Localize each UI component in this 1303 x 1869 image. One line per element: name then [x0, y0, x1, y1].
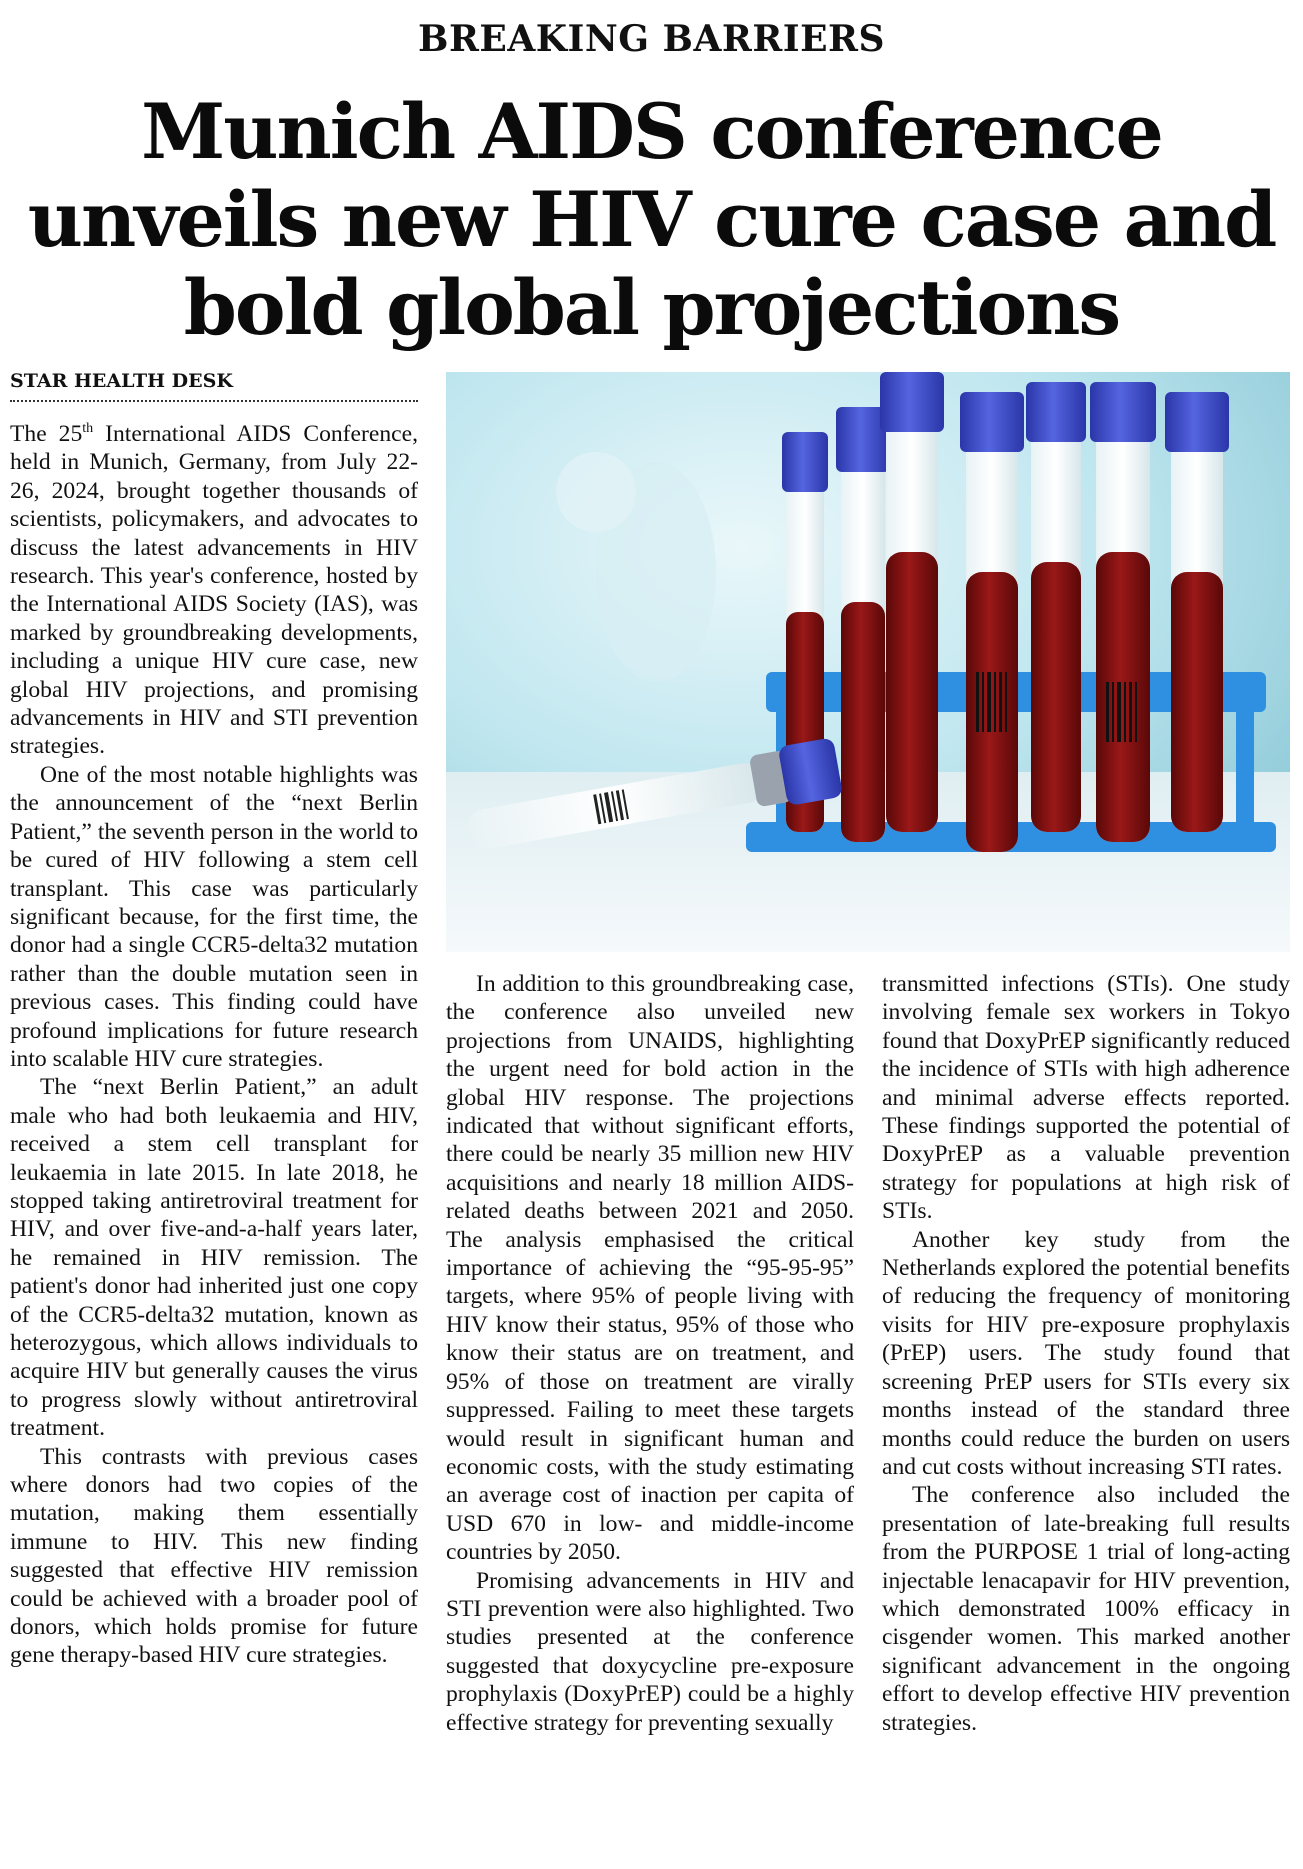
article-photo	[446, 372, 1290, 952]
tube	[1090, 382, 1156, 842]
byline: STAR HEALTH DESK	[10, 370, 418, 402]
article-column-3	[882, 970, 1290, 1860]
tube	[1165, 392, 1229, 832]
article-column-2	[446, 970, 854, 1860]
article-column-1	[10, 420, 418, 1860]
paragraph: One of the most notable highlights was the announcement of the “next Berlin Patient,” the seventh person in the world to be cured of HIV following a stem cell transplant. This case was particularly significant because, for the first time, the donor had a single CCR5-delta32 mutation rather than the double mutation seen in previous cases. This finding could have profound implications for future research into scalable HIV cure strategies.	[10, 761, 418, 1072]
paragraph: The “next Berlin Patient,” an adult male who had both leukaemia and HIV, received a stem cell transplant for leukaemia in late 2015. In late 2018, he stopped taking antiretroviral treatment for HIV, and over five-and-a-half years later, he remained in HIV remission. The patient's donor had inherited just one copy of the CCR5-delta32 mutation, known as heterozygous, which allows individuals to acquire HIV but generally causes the virus to progress slowly without antiretroviral treatment.	[10, 1074, 418, 1442]
paragraph: In addition to this groundbreaking case, the conference also unveiled new projections from UNAIDS, highlighting the urgent need for bold action in the global HIV response. The projections indicated that without significant efforts, there could be nearly 35 million new HIV acquisitions and nearly 18 million AIDS-related deaths between 2021 and 2050. The analysis emphasised the critical importance of achieving the “95-95-95” targets, where 95% of people living with HIV know their status, 95% of those who know their status are on treatment, and 95% of those on treatment are virally suppressed. Failing to meet these targets would result in significant human and economic costs, with the study estimating an average cost of inaction per capita of USD 670 in low- and middle-income countries by 2050.	[446, 971, 854, 1566]
paragraph: Promising advancements in HIV and STI prevention were also highlighted. Two studies presented at the conference suggested that doxycycline pre-exposure prophylaxis (DoxyPrEP) could be a highly effective strategy for preventing sexually	[446, 1567, 854, 1736]
page-title: Munich AIDS conference unveils new HIV cure case and bold global projections	[27, 87, 1276, 352]
paragraph: Another key study from the Netherlands explored the potential benefits of reducing the frequency of monitoring visits for HIV pre-exposure prophylaxis (PrEP) users. The study found that screening PrEP users for STIs every six months instead of the standard three months could reduce the burden on users and cut costs without increasing STI rates.	[882, 1226, 1290, 1480]
tube	[836, 407, 890, 842]
paragraph: The 25th International AIDS Conference, held in Munich, Germany, from July 22-26, 2024, brought together thousands of scientists, policymakers, and advocates to discuss the latest advancements in HIV research. This year's conference, hosted by the International AIDS Society (IAS), was marked by groundbreaking developments, including a unique HIV cure case, new global HIV projections, and promising advancements in HIV and STI prevention strategies.	[10, 421, 418, 760]
paragraph: This contrasts with previous cases where donors had two copies of the mutation, making them essentially immune to HIV. This new finding suggested that effective HIV remission could be achieved with a broader pool of donors, which holds promise for future gene therapy-based HIV cure strategies.	[10, 1443, 418, 1669]
paragraph: transmitted infections (STIs). One study involving female sex workers in Tokyo found that DoxyPrEP significantly reduced the incidence of STIs with high adherence and minimal adverse effects reported. These findings supported the potential of DoxyPrEP as a valuable prevention strategy for populations at high risk of STIs.	[882, 971, 1290, 1225]
tube	[960, 392, 1024, 852]
tube	[1026, 382, 1086, 832]
tube	[880, 372, 944, 832]
paragraph: The conference also included the presentation of late-breaking full results from the PURPOSE 1 trial of long-acting injectable lenacapavir for HIV prevention, which demonstrated 100% efficacy in cisgender women. This marked another significant advancement in the ongoing effort to develop effective HIV prevention strategies.	[882, 1482, 1290, 1736]
section-kicker: BREAKING BARRIERS	[418, 18, 885, 60]
